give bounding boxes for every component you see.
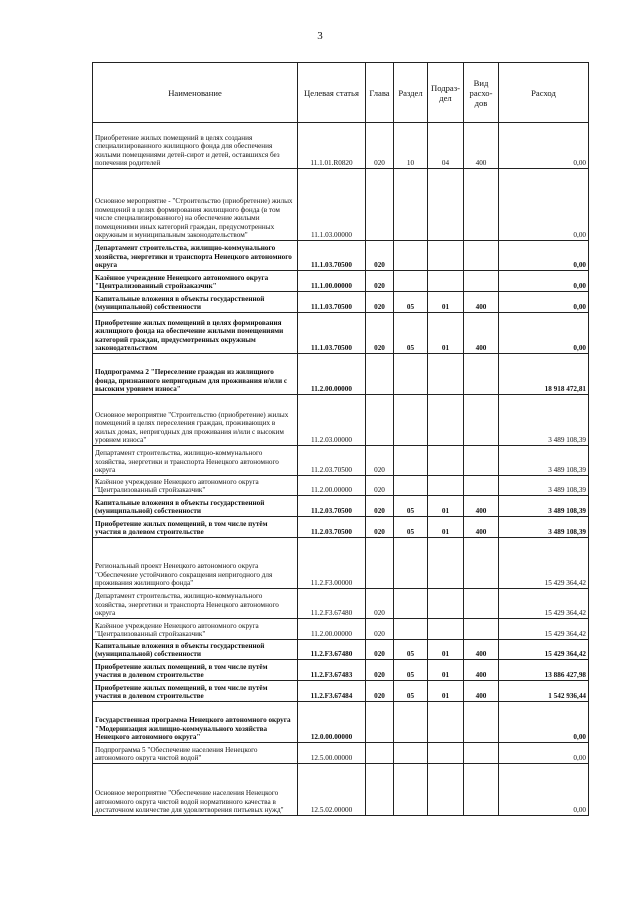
row-target: 12.5.02.00000 (298, 764, 366, 816)
row-section: 05 (394, 660, 428, 681)
row-target: 11.2.03.70500 (298, 517, 366, 538)
row-name: Департамент строительства, жилищно-коммунального хозяйства, энергетики и транспорта Ненецкого автономного округа (93, 446, 298, 476)
row-name: Государственная программа Ненецкого автономного округа "Модернизация жилищно-коммунального хозяйства Ненецкого автономного округа" (93, 702, 298, 743)
table-row (93, 660, 589, 681)
row-target: 11.1.00.00000 (298, 271, 366, 292)
row-expense-type: 400 (464, 517, 499, 538)
row-subsection (428, 395, 464, 446)
row-subsection: 01 (428, 313, 464, 354)
row-target: 11.1.03.00000 (298, 169, 366, 241)
row-subsection (428, 354, 464, 395)
budget-table (92, 62, 589, 816)
row-target: 12.5.00.00000 (298, 743, 366, 764)
row-expense-type: 400 (464, 660, 499, 681)
row-amount: 13 886 427,98 (499, 660, 589, 681)
row-section: 05 (394, 681, 428, 702)
header-row (93, 63, 589, 123)
row-section: 05 (394, 313, 428, 354)
row-amount: 0,00 (499, 764, 589, 816)
row-name: Приобретение жилых помещений в целях создания специализированного жилищного фонда для обеспечения жилыми помещениями детей-сирот и детей, оставшихся без попечения родителей (93, 123, 298, 169)
row-section (394, 538, 428, 589)
row-name: Основное мероприятие "Обеспечение населения Ненецкого автономного округа чистой водой нормативного качества в достаточном количестве для удовлетворения питьевых нужд" (93, 764, 298, 816)
header-target: Целевая статья (298, 63, 366, 123)
row-amount: 0,00 (499, 123, 589, 169)
table-row (93, 354, 589, 395)
row-subsection: 01 (428, 517, 464, 538)
row-chapter: 020 (366, 292, 394, 313)
row-section (394, 764, 428, 816)
row-chapter (366, 538, 394, 589)
row-subsection (428, 764, 464, 816)
row-name: Казённое учреждение Ненецкого автономного округа "Централизованный стройзаказчик" (93, 619, 298, 640)
row-subsection (428, 271, 464, 292)
table-row (93, 517, 589, 538)
row-subsection (428, 589, 464, 619)
row-subsection: 01 (428, 660, 464, 681)
row-amount: 18 918 472,81 (499, 354, 589, 395)
row-section (394, 169, 428, 241)
row-section: 05 (394, 496, 428, 517)
row-target: 11.2.00.00000 (298, 619, 366, 640)
row-section (394, 446, 428, 476)
row-section (394, 619, 428, 640)
row-amount: 15 429 364,42 (499, 619, 589, 640)
row-expense-type (464, 764, 499, 816)
table-row (93, 292, 589, 313)
row-expense-type: 400 (464, 496, 499, 517)
table-row (93, 743, 589, 764)
row-name: Подпрограмма 2 "Переселение граждан из жилищного фонда, признанного непригодным для проживания и/или с высоким уровнем износа" (93, 354, 298, 395)
row-name: Основное мероприятие "Строительство (приобретение) жилых помещений в целях переселения граждан, проживающих в жилых домах, непригодных для проживания и/или с высоким уровнем износа" (93, 395, 298, 446)
row-subsection (428, 476, 464, 496)
row-chapter (366, 764, 394, 816)
row-target: 11.1.03.70500 (298, 241, 366, 271)
row-section: 05 (394, 517, 428, 538)
row-amount: 3 489 108,39 (499, 476, 589, 496)
row-subsection: 04 (428, 123, 464, 169)
row-expense-type (464, 354, 499, 395)
row-name: Приобретение жилых помещений в целях формирования жилищного фонда на обеспечение жилыми помещениями категорий граждан, предусмотренных окружным законодательством (93, 313, 298, 354)
table-row (93, 764, 589, 816)
row-section (394, 702, 428, 743)
row-target: 11.2.F3.67484 (298, 681, 366, 702)
row-chapter: 020 (366, 660, 394, 681)
table-row (93, 313, 589, 354)
row-expense-type (464, 619, 499, 640)
row-section: 05 (394, 292, 428, 313)
page-number: 3 (317, 30, 323, 42)
row-subsection: 01 (428, 681, 464, 702)
table-row (93, 446, 589, 476)
table-row (93, 640, 589, 660)
row-name: Капитальные вложения в объекты государственной (муниципальной) собственности (93, 640, 298, 660)
table-row (93, 395, 589, 446)
row-chapter: 020 (366, 517, 394, 538)
row-name: Казённое учреждение Ненецкого автономного округа "Централизованный стройзаказчик" (93, 271, 298, 292)
row-expense-type: 400 (464, 292, 499, 313)
row-target: 11.2.03.70500 (298, 496, 366, 517)
row-amount: 0,00 (499, 313, 589, 354)
row-chapter (366, 702, 394, 743)
row-chapter: 020 (366, 476, 394, 496)
header-name: Наименование (93, 63, 298, 123)
row-chapter (366, 395, 394, 446)
table-row (93, 702, 589, 743)
row-name: Капитальные вложения в объекты государственной (муниципальной) собственности (93, 496, 298, 517)
row-section: 10 (394, 123, 428, 169)
row-amount: 3 489 108,39 (499, 496, 589, 517)
row-chapter: 020 (366, 123, 394, 169)
row-amount: 15 429 364,42 (499, 640, 589, 660)
row-amount: 1 542 936,44 (499, 681, 589, 702)
row-chapter: 020 (366, 681, 394, 702)
row-target: 11.2.03.00000 (298, 395, 366, 446)
row-name: Департамент строительства, жилищно-коммунального хозяйства, энергетики и транспорта Ненецкого автономного округа (93, 241, 298, 271)
row-subsection (428, 241, 464, 271)
table-row (93, 538, 589, 589)
row-subsection: 01 (428, 496, 464, 517)
row-expense-type (464, 446, 499, 476)
row-expense-type (464, 169, 499, 241)
row-target: 11.2.F3.67480 (298, 589, 366, 619)
row-name: Капитальные вложения в объекты государственной (муниципальной) собственности (93, 292, 298, 313)
row-expense-type (464, 271, 499, 292)
row-expense-type (464, 702, 499, 743)
row-subsection: 01 (428, 640, 464, 660)
row-section (394, 395, 428, 446)
row-subsection (428, 619, 464, 640)
row-target: 11.1.03.70500 (298, 292, 366, 313)
row-name: Департамент строительства, жилищно-коммунального хозяйства, энергетики и транспорта Ненецкого автономного округа (93, 589, 298, 619)
row-name: Региональный проект Ненецкого автономного округа "Обеспечение устойчивого сокращения непригодного для проживания жилищного фонда" (93, 538, 298, 589)
row-chapter (366, 169, 394, 241)
row-subsection (428, 169, 464, 241)
row-target: 11.2.00.00000 (298, 476, 366, 496)
table-row (93, 123, 589, 169)
header-amount: Расход (499, 63, 589, 123)
row-chapter: 020 (366, 589, 394, 619)
row-expense-type (464, 589, 499, 619)
row-name: Казённое учреждение Ненецкого автономного округа "Централизованный стройзаказчик" (93, 476, 298, 496)
row-amount: 0,00 (499, 292, 589, 313)
row-section (394, 354, 428, 395)
row-chapter: 020 (366, 241, 394, 271)
row-section (394, 743, 428, 764)
header-subsection: Подраз-дел (428, 63, 464, 123)
row-target: 11.2.00.00000 (298, 354, 366, 395)
row-amount: 15 429 364,42 (499, 589, 589, 619)
row-subsection (428, 446, 464, 476)
table-row (93, 619, 589, 640)
row-expense-type: 400 (464, 313, 499, 354)
row-section (394, 241, 428, 271)
row-amount: 0,00 (499, 241, 589, 271)
table-row (93, 476, 589, 496)
row-section (394, 476, 428, 496)
row-chapter: 020 (366, 496, 394, 517)
row-amount: 0,00 (499, 702, 589, 743)
row-chapter (366, 743, 394, 764)
row-target: 11.1.01.R0820 (298, 123, 366, 169)
row-amount: 0,00 (499, 169, 589, 241)
row-expense-type: 400 (464, 640, 499, 660)
row-target: 11.1.03.70500 (298, 313, 366, 354)
table-row (93, 681, 589, 702)
row-subsection: 01 (428, 292, 464, 313)
row-section (394, 271, 428, 292)
row-amount: 0,00 (499, 743, 589, 764)
row-amount: 0,00 (499, 271, 589, 292)
row-name: Основное мероприятие - "Строительство (приобретение) жилых помещений в целях формирования жилищного фонда (в том числе специализированного) на обеспечение жилыми помещениями иных категорий граждан, предусмотренных окружным и муниципальным законодательством" (93, 169, 298, 241)
table-row (93, 496, 589, 517)
row-target: 11.2.F3.67480 (298, 640, 366, 660)
header-chapter: Глава (366, 63, 394, 123)
row-expense-type (464, 743, 499, 764)
row-name: Приобретение жилых помещений, в том числе путём участия в долевом строительстве (93, 660, 298, 681)
table-row (93, 169, 589, 241)
row-chapter: 020 (366, 271, 394, 292)
table-row (93, 589, 589, 619)
row-amount: 15 429 364,42 (499, 538, 589, 589)
row-expense-type (464, 476, 499, 496)
row-subsection (428, 702, 464, 743)
row-expense-type: 400 (464, 123, 499, 169)
header-expense-type: Вид расхо-дов (464, 63, 499, 123)
table-body (93, 123, 589, 816)
row-chapter: 020 (366, 619, 394, 640)
row-expense-type (464, 538, 499, 589)
row-chapter: 020 (366, 640, 394, 660)
row-section (394, 589, 428, 619)
header-section: Раздел (394, 63, 428, 123)
row-expense-type (464, 241, 499, 271)
table-row (93, 241, 589, 271)
row-amount: 3 489 108,39 (499, 446, 589, 476)
row-name: Подпрограмма 5 "Обеспечение населения Ненецкого автономного округа чистой водой" (93, 743, 298, 764)
row-section: 05 (394, 640, 428, 660)
row-expense-type (464, 395, 499, 446)
row-chapter (366, 354, 394, 395)
row-expense-type: 400 (464, 681, 499, 702)
row-chapter: 020 (366, 446, 394, 476)
table-row (93, 271, 589, 292)
row-target: 12.0.00.00000 (298, 702, 366, 743)
row-chapter: 020 (366, 313, 394, 354)
row-amount: 3 489 108,39 (499, 517, 589, 538)
row-amount: 3 489 108,39 (499, 395, 589, 446)
row-target: 11.2.F3.00000 (298, 538, 366, 589)
row-subsection (428, 743, 464, 764)
row-subsection (428, 538, 464, 589)
row-target: 11.2.F3.67483 (298, 660, 366, 681)
row-target: 11.2.03.70500 (298, 446, 366, 476)
row-name: Приобретение жилых помещений, в том числе путём участия в долевом строительстве (93, 681, 298, 702)
row-name: Приобретение жилых помещений, в том числе путём участия в долевом строительстве (93, 517, 298, 538)
